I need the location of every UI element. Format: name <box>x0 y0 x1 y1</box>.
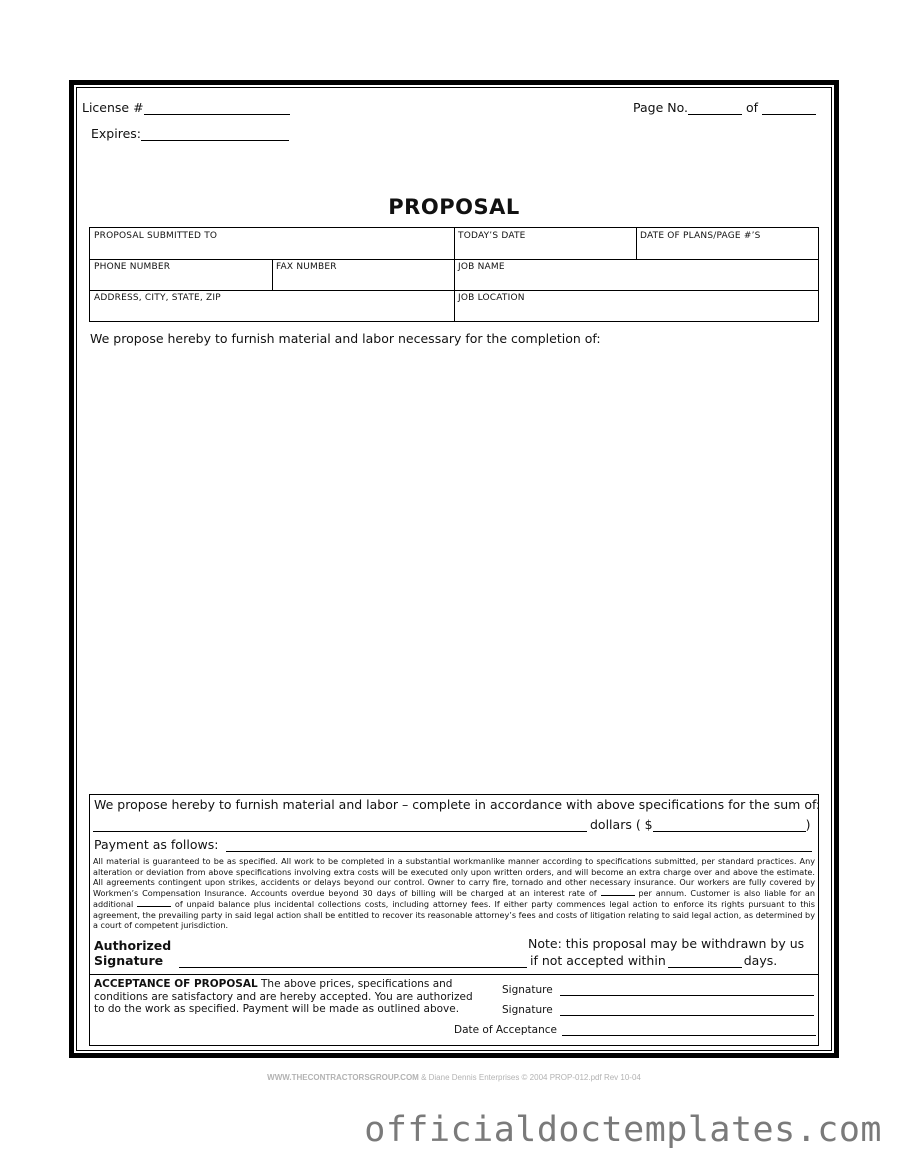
sum-amount-input[interactable] <box>653 831 806 832</box>
dollars-label: dollars ( $ <box>590 817 653 832</box>
job-location-cell[interactable]: JOB LOCATION <box>458 293 525 303</box>
interest-rate-input[interactable] <box>601 895 635 896</box>
date-of-acceptance-input[interactable] <box>562 1035 816 1036</box>
license-field <box>82 100 290 115</box>
job-name-cell[interactable]: JOB NAME <box>458 262 505 272</box>
signature-label: Signature <box>94 953 164 968</box>
fine-print <box>93 856 815 931</box>
fax-number-cell[interactable]: FAX NUMBER <box>276 262 337 272</box>
acceptance-text-2: conditions are satisfactory and are hereby accepted. You are authorized <box>94 990 473 1003</box>
withdrawal-days-input[interactable] <box>668 967 742 968</box>
fine-print-part-1: All material is guaranteed to be as specified. All work to be completed in a substantial workmanlike manner according to specifications submitted, per standard practices. Any alteration or deviation from above specifications involving extra costs will be executed only upon written orders, and will become an extra charge over and above the estimate. All agreements contingent upon strikes, accidents or delays beyond our control. Owner to carry fire, tornado and other necessary insurance. Our workers are fully covered by Workmen’s Compensation Insurance. Accounts overdue beyond 30 days of billing will be charged at an interest rate of <box>93 856 815 899</box>
note-prefix: if not accepted within <box>530 953 666 968</box>
sum-statement: We propose hereby to furnish material and labor – complete in accordance with above specifications for the sum of: <box>94 797 821 812</box>
page-no-input[interactable] <box>688 114 742 115</box>
withdrawal-days-field <box>530 953 777 968</box>
payment-input[interactable] <box>226 851 812 852</box>
date-of-plans-cell[interactable]: DATE OF PLANS/PAGE #’S <box>640 231 761 241</box>
acceptance-signature-2 <box>502 1004 814 1016</box>
expires-field <box>91 126 289 141</box>
page-total-input[interactable] <box>762 114 816 115</box>
fine-print-part-3: of unpaid balance plus incidental collections costs, including attorney fees. If either party commences legal action to enforce its rights pursuant to this agreement, the prevailing party in said legal action shall be entitled to recover its reasonable attorney’s fees and costs of litigation relating to said legal action, as determined by a court of competent jurisdiction. <box>93 898 815 931</box>
acceptance-statement <box>94 978 484 1016</box>
authorized-label: Authorized <box>94 938 172 953</box>
acceptance-text-3: to do the work as specified. Payment will be made as outlined above. <box>94 1003 460 1015</box>
page-no-label: Page No. <box>633 100 688 115</box>
grid-divider <box>636 228 637 259</box>
payment-label: Payment as follows: <box>94 837 219 852</box>
acceptance-heading: ACCEPTANCE OF PROPOSAL <box>94 978 258 990</box>
of-label: of <box>745 100 759 115</box>
date-of-acceptance <box>454 1024 816 1036</box>
phone-number-cell[interactable]: PHONE NUMBER <box>94 262 171 272</box>
acceptance-signature-input-2[interactable] <box>560 1015 814 1016</box>
footer-site: WWW.THECONTRACTORSGROUP.COM <box>267 1073 419 1082</box>
license-input[interactable] <box>144 114 290 115</box>
scope-of-work-area[interactable] <box>90 352 818 782</box>
footer-credit <box>0 1073 908 1082</box>
acceptance-divider <box>90 974 818 975</box>
address-cell[interactable]: ADDRESS, CITY, STATE, ZIP <box>94 293 221 303</box>
grid-divider <box>272 259 273 290</box>
fine-print-part-2: per annum. Customer is also liable for an additional <box>93 888 816 909</box>
intro-text: We propose hereby to furnish material and labor necessary for the completion of: <box>90 331 601 346</box>
license-label: License # <box>82 100 144 115</box>
payment-field <box>94 837 812 852</box>
acceptance-signature-label-1: Signature <box>502 984 553 996</box>
page-number-field <box>633 100 816 115</box>
acceptance-signature-1 <box>502 984 814 996</box>
note-suffix: days. <box>743 953 778 968</box>
sum-field <box>93 817 811 832</box>
sum-words-input[interactable] <box>93 831 587 832</box>
authorized-signature-label <box>94 938 171 968</box>
date-of-acceptance-label: Date of Acceptance <box>454 1024 558 1036</box>
grid-divider <box>454 228 455 321</box>
proposal-submitted-to-cell[interactable]: PROPOSAL SUBMITTED TO <box>94 231 218 241</box>
additional-fee-input[interactable] <box>137 906 171 907</box>
watermark: officialdoctemplates.com <box>364 1110 882 1150</box>
acceptance-signature-input-1[interactable] <box>560 995 814 996</box>
withdrawal-note: Note: this proposal may be withdrawn by us <box>528 936 805 951</box>
footer-rest: & Diane Dennis Enterprises © 2004 PROP-012.pdf Rev 10-04 <box>418 1073 641 1082</box>
proposal-info-grid <box>89 227 819 322</box>
expires-input[interactable] <box>141 140 289 141</box>
authorized-signature-input[interactable] <box>179 953 527 968</box>
acceptance-signature-label-2: Signature <box>502 1004 553 1016</box>
expires-label: Expires: <box>91 126 141 141</box>
acceptance-text-1: The above prices, specifications and <box>257 978 453 990</box>
close-paren: ) <box>805 817 811 832</box>
todays-date-cell[interactable]: TODAY’S DATE <box>458 231 526 241</box>
page-title: PROPOSAL <box>388 195 520 219</box>
